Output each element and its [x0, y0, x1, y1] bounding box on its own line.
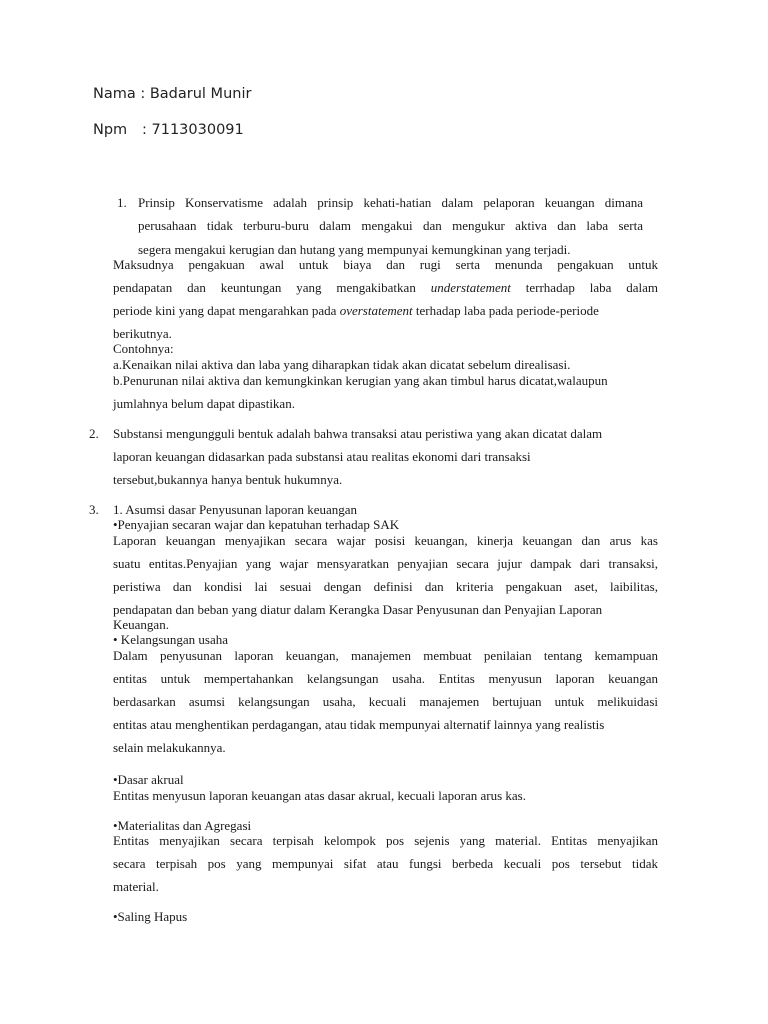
- materialitas-line-1: Entitas menyajikan secara terpisah kelompok pos sejenis yang material. Entitas menyajikan: [113, 833, 658, 848]
- materialitas-line-2: secara terpisah pos yang mempunyai sifat atau fungsi berbeda kecuali pos tersebut tidak: [113, 856, 658, 871]
- kelangsungan-line-1: Dalam penyusunan laporan keuangan, manajemen membuat penilaian tentang kemampuan: [113, 648, 658, 663]
- item-3-number: 3.: [89, 502, 99, 517]
- contoh-title: Contohnya:: [113, 341, 174, 356]
- item-1-para-line-3: [113, 303, 599, 319]
- para3-text-a: periode kini yang dapat mengarahkan pada: [113, 303, 337, 318]
- akrual-line: Entitas menyusun laporan keuangan atas dasar akrual, kecuali laporan arus kas.: [113, 788, 526, 803]
- sak-line-5: Keuangan.: [113, 617, 169, 632]
- item-1-para-line-4: berikutnya.: [113, 326, 172, 341]
- nama-line: Nama : Badarul Munir: [93, 86, 252, 102]
- kelangsungan-line-4: entitas atau menghentikan perdagangan, atau tidak mempunyai alternatif lainnya yang realistis: [113, 717, 605, 732]
- akrual-title: •Dasar akrual: [113, 772, 184, 787]
- item-1-number: 1.: [117, 195, 127, 210]
- item-1-para-line-2: [113, 280, 658, 296]
- item-2-line-1: Substansi mengungguli bentuk adalah bahwa transaksi atau peristiwa yang akan dicatat dalam: [113, 426, 603, 441]
- contoh-b-line-1: b.Penurunan nilai aktiva dan kemungkinkan kerugian yang akan timbul harus dicatat,walaupun: [113, 373, 608, 388]
- understatement-term: understatement: [430, 280, 511, 295]
- kelangsungan-line-2: entitas untuk mempertahankan kelangsungan usaha. Entitas menyusun laporan keuangan: [113, 671, 658, 686]
- kelangsungan-line-3: berdasarkan asumsi kelangsungan usaha, kecuali manajemen bertujuan untuk melikuidasi: [113, 694, 658, 709]
- para2-text-b: terrhadap laba dalam: [525, 280, 659, 295]
- npm-label: Npm: [93, 122, 128, 138]
- materialitas-line-3: material.: [113, 879, 159, 894]
- para2-text-a: pendapatan dan keuntungan yang mengakibatkan: [113, 280, 416, 295]
- contoh-b-line-2: jumlahnya belum dapat dipastikan.: [113, 396, 295, 411]
- sak-line-3: peristiwa dan kondisi lai sesuai dengan definisi dan kriteria pengakuan aset, laibilitas,: [113, 579, 658, 594]
- kelangsungan-line-5: selain melakukannya.: [113, 740, 226, 755]
- item-1-line-2: perusahaan tidak terburu-buru dalam mengakui dan mengukur aktiva dan laba serta: [138, 218, 643, 233]
- materialitas-title: •Materialitas dan Agregasi: [113, 818, 252, 833]
- sak-line-4: pendapatan dan beban yang diatur dalam Kerangka Dasar Penyusunan dan Penyajian Laporan: [113, 602, 603, 617]
- sak-line-2: suatu entitas.Penyajian yang wajar mensyaratkan penyajian secara jujur dampak dari transaksi,: [113, 556, 658, 571]
- sak-title: •Penyajian secaran wajar dan kepatuhan terhadap SAK: [113, 517, 400, 532]
- item-1-para-line-1: Maksudnya pengakuan awal untuk biaya dan rugi serta menunda pengakuan untuk: [113, 257, 658, 272]
- item-2-line-2: laporan keuangan didasarkan pada substansi atau realitas ekonomi dari transaksi: [113, 449, 531, 464]
- saling-hapus-title: •Saling Hapus: [113, 909, 188, 924]
- kelangsungan-title: • Kelangsungan usaha: [113, 632, 229, 647]
- sak-line-1: Laporan keuangan menyajikan secara wajar posisi keuangan, kinerja keuangan dan arus kas: [113, 533, 658, 548]
- overstatement-term: overstatement: [339, 303, 413, 318]
- item-1-line-1: Prinsip Konservatisme adalah prinsip kehati-hatian dalam pelaporan keuangan dimana: [138, 195, 643, 210]
- npm-value: : 7113030091: [142, 122, 244, 138]
- para3-text-b: terhadap laba pada periode-periode: [415, 303, 599, 318]
- item-1-line-3: segera mengakui kerugian dan hutang yang mempunyai kemungkinan yang terjadi.: [138, 242, 571, 257]
- contoh-a: a.Kenaikan nilai aktiva dan laba yang diharapkan tidak akan dicatat sebelum direalisasi.: [113, 357, 571, 372]
- item-2-line-3: tersebut,bukannya hanya bentuk hukumnya.: [113, 472, 343, 487]
- item-2-number: 2.: [89, 426, 99, 441]
- item-3-heading: 1. Asumsi dasar Penyusunan laporan keuangan: [113, 502, 358, 517]
